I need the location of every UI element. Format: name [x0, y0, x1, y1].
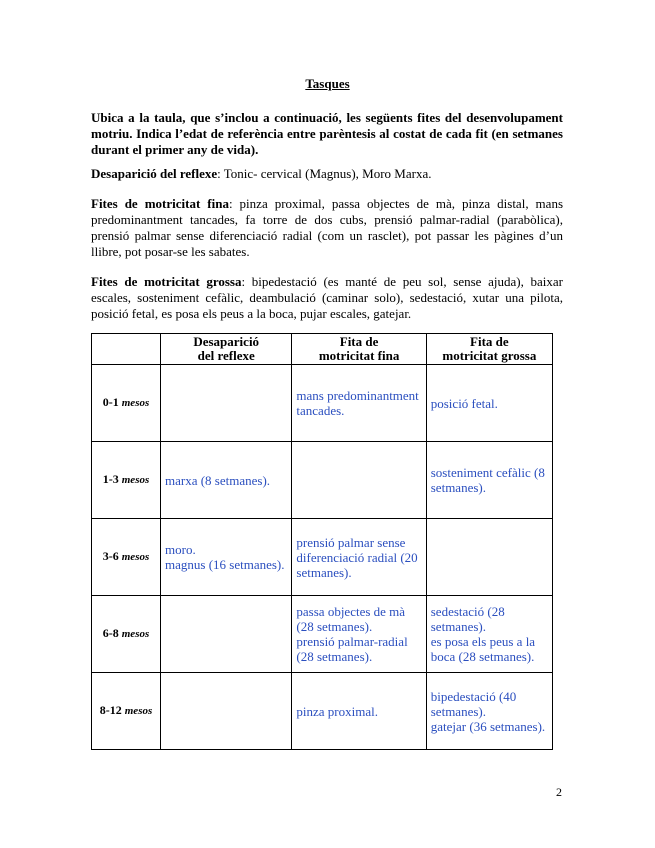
answer-line: gatejar (36 setmanes).	[430, 718, 546, 734]
answer-line: (28 setmanes).	[296, 619, 373, 634]
table-row	[92, 519, 553, 596]
header-reflex: Desaparició del reflexe	[161, 334, 292, 365]
table-header-row	[92, 334, 553, 365]
gross-motor-list-label: Fites de motricitat grossa	[91, 274, 242, 289]
answer-line: magnus (16 setmanes).	[165, 557, 285, 572]
age-range: 6-8	[102, 626, 119, 640]
age-cell	[92, 596, 161, 673]
answer-line: marxa (8 setmanes).	[165, 472, 271, 488]
fine-motor-cell	[292, 365, 426, 442]
instructions-paragraph: Ubica a la taula, que s’inclou a continuació, les següents fites del desenvolupament motriu. Indica l’edat de referència entre parèntesis al costat de cada fit (en setmanes durant el primer any de vida).	[91, 110, 563, 157]
age-cell	[92, 673, 161, 750]
fine-motor-list-label: Fites de motricitat fina	[91, 196, 229, 211]
header-fine-motor: Fita de motricitat fina	[292, 334, 426, 365]
table-row	[92, 442, 553, 519]
corner-cell	[92, 334, 161, 365]
reflex-list-label: Desaparició del reflexe	[91, 166, 218, 181]
answer-line: setmanes).	[430, 619, 486, 634]
answer-line: setmanes).	[430, 480, 486, 495]
answer-line: prensió palmar sense	[296, 534, 406, 550]
answer-line: pinza proximal.	[296, 703, 378, 719]
answer-line: moro.	[165, 542, 196, 557]
gross-motor-cell	[426, 365, 552, 442]
answer-line: (28 setmanes).	[296, 649, 373, 664]
gross-motor-cell	[426, 442, 552, 519]
age-cell	[92, 442, 161, 519]
answer-line: boca (28 setmanes).	[430, 649, 535, 664]
page-title: Tasques	[305, 76, 350, 91]
answer-line: sedestació (28	[430, 604, 505, 619]
answer-line: tancades.	[296, 403, 345, 418]
fine-motor-cell	[292, 596, 426, 673]
answer-line: sosteniment cefàlic (8	[430, 465, 545, 480]
answer-line: prensió palmar-radial	[296, 634, 408, 649]
gross-motor-cell	[426, 519, 552, 596]
age-cell	[92, 519, 161, 596]
age-unit: mesos	[124, 705, 153, 717]
gross-motor-cell	[426, 596, 552, 673]
answer-line: mans predominantment	[296, 388, 419, 403]
answer-line: diferenciació radial (20	[296, 549, 418, 565]
age-range: 1-3	[102, 472, 119, 486]
reflex-cell	[161, 365, 292, 442]
reflex-cell	[161, 519, 292, 596]
fine-motor-list-paragraph	[91, 196, 563, 260]
fine-motor-cell	[292, 442, 426, 519]
answer-line: posició fetal.	[430, 395, 498, 411]
header-gross-motor: Fita de motricitat grossa	[426, 334, 552, 365]
gross-motor-cell	[426, 673, 552, 750]
answer-line: setmanes).	[296, 564, 352, 580]
milestones-table	[91, 333, 553, 750]
fine-motor-list-text: : pinza proximal, passa objectes de mà, pinza distal, mans predominantment tancades, fa torre de dos cubs, prensió palmar-radial (parabòlica), prensió palmar sense diferenciació radial (com un rasclet), pot passar les pàgines d’un llibre, pot posar-se les sabates.	[91, 196, 564, 259]
age-unit: mesos	[121, 474, 150, 486]
fine-motor-cell	[292, 673, 426, 750]
table-row	[92, 673, 553, 750]
table-row	[92, 596, 553, 673]
age-range: 0-1	[102, 395, 119, 409]
age-unit: mesos	[121, 397, 150, 409]
answer-line: passa objectes de mà	[296, 604, 406, 619]
reflex-cell	[161, 596, 292, 673]
answer-line: es posa els peus a la	[430, 634, 536, 649]
answer-line: setmanes).	[430, 703, 486, 719]
reflex-cell	[161, 673, 292, 750]
table-row	[92, 365, 553, 442]
reflex-list-text: : Tonic- cervical (Magnus), Moro Marxa.	[217, 166, 432, 181]
fine-motor-cell	[292, 519, 426, 596]
gross-motor-list-text: : bipedestació (es manté de peu sol, sense ajuda), baixar escales, sosteniment cefàlic, deambulació (caminar solo), sedestació, xutar una pilota, posició fetal, es posa els peus a la boca, pujar escales, gatejar.	[91, 274, 563, 321]
reflex-cell	[161, 442, 292, 519]
reflex-list-paragraph	[91, 166, 563, 182]
age-cell	[92, 365, 161, 442]
age-range: 3-6	[102, 549, 119, 563]
page-number: 2	[556, 785, 562, 799]
gross-motor-list-paragraph	[91, 274, 563, 322]
age-unit: mesos	[121, 628, 150, 640]
age-range: 8-12	[99, 703, 122, 717]
answer-line: bipedestació (40	[430, 688, 517, 704]
age-unit: mesos	[121, 551, 150, 563]
